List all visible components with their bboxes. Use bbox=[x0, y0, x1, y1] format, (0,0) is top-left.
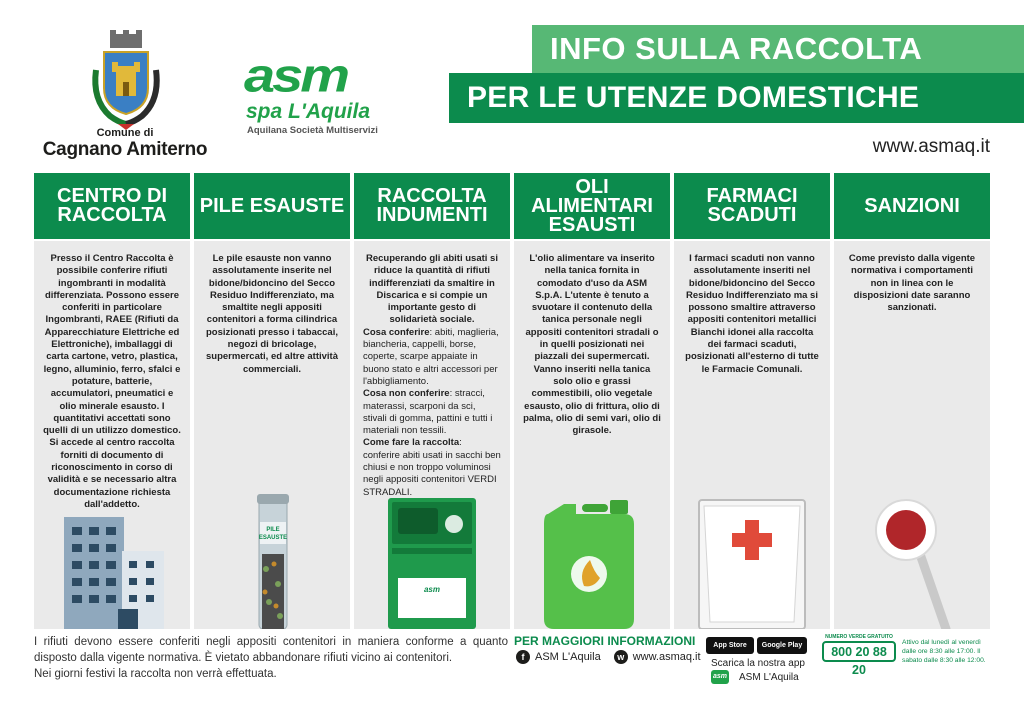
asm-logo-subtitle: spa L'Aquila bbox=[246, 100, 371, 123]
office-hours: Attivo dal lunedì al venerdì dalle ore 8:30 alle 17:00. Il sabato dalle 8:30 alle 12:00. bbox=[902, 639, 986, 664]
page-title-line2: PER LE UTENZE DOMESTICHE bbox=[449, 73, 1024, 123]
web-icon[interactable]: w bbox=[614, 650, 628, 664]
column-centro-raccolta bbox=[34, 173, 190, 629]
column-text: L'olio alimentare va inserito nella tanica fornita in comodato d'uso da ASM S.p.A. L'utente è tenuto a svuotare il contenuto della tanica personale negli appositi contenitori stradali o in quelli posizionati nei piazzali dei supermercati. Vanno inseriti nella tanica solo olio e grassi commestibili, olio vegetale esausto, olio di frittura, olio di palma, olio di semi vari, olio di girasole. bbox=[523, 253, 661, 437]
column-title: RACCOLTA INDUMENTI bbox=[354, 173, 510, 239]
non-text: : stracci, materassi, scarponi da sci, stivali di gomma, pattini e tutti i materiali non tessili. bbox=[363, 388, 493, 437]
cosa-conferire bbox=[363, 327, 501, 388]
green-number-label: NUMERO VERDE GRATUITO bbox=[825, 634, 893, 640]
column-text: Come previsto dalla vigente normativa i comportamenti non in linea con le disposizioni date saranno sanzionati. bbox=[848, 253, 976, 314]
app-download-text: Scarica la nostra app bbox=[711, 658, 805, 669]
footer-line2: disposto dalla vigente normativa. È vietato abbandonare rifiuti vicino ai contenitori. bbox=[34, 652, 453, 664]
clothes-bin-icon bbox=[354, 494, 510, 629]
comune-crest-logo bbox=[88, 30, 164, 130]
green-number-value: 800 20 88 20 bbox=[822, 641, 896, 662]
column-text: Le pile esauste non vanno assolutamente inserite nel bidone/bidoncino del Secco Residuo Indifferenziato, ma smaltite negli appositi contenitori a forma cilindrica posizionati presso i tabaccai, negozi di bricolage, supermercati, ed altre attività commerciali. bbox=[206, 253, 338, 375]
svg-text:ESAUSTE: ESAUSTE bbox=[258, 535, 288, 541]
footer-notice bbox=[34, 634, 508, 682]
oil-tank-icon bbox=[514, 494, 670, 629]
social-links bbox=[516, 650, 701, 664]
website-link[interactable] bbox=[873, 136, 990, 158]
come-text: : conferire abiti usati in sacchi ben chiusi e non troppo voluminosi negli appositi contenitori VERDI STRADALI. bbox=[363, 437, 501, 498]
comune-name: Cagnano Amiterno bbox=[42, 139, 208, 160]
column-body bbox=[674, 241, 830, 629]
facebook-icon[interactable]: f bbox=[516, 650, 530, 664]
column-title: PILE ESAUSTE bbox=[194, 173, 350, 239]
column-title: SANZIONI bbox=[834, 173, 990, 239]
app-name: ASM L'Aquila bbox=[739, 672, 799, 683]
cosa-label: Cosa conferire bbox=[363, 326, 430, 338]
more-info-title: PER MAGGIORI INFORMAZIONI bbox=[514, 634, 696, 648]
green-number[interactable] bbox=[822, 634, 896, 677]
column-body bbox=[354, 241, 510, 629]
column-body bbox=[194, 241, 350, 629]
stop-sign-icon bbox=[834, 494, 990, 629]
non-label: Cosa non conferire bbox=[363, 388, 450, 400]
app-store-badge[interactable]: App Store bbox=[706, 637, 754, 654]
asm-tagline: Aquilana Società Multiservizi bbox=[247, 125, 378, 136]
column-raccolta-indumenti bbox=[354, 173, 510, 629]
building-icon bbox=[34, 494, 190, 629]
column-sanzioni bbox=[834, 173, 990, 629]
bin-label: asm bbox=[423, 585, 441, 594]
come-fare bbox=[363, 437, 501, 498]
column-intro: Recuperando gli abiti usati si riduce la quantità di rifiuti indifferenziati da smaltire in Discarica e si compie un importante gesto di solidarietà sociale. bbox=[366, 253, 498, 326]
column-oli-alimentari bbox=[514, 173, 670, 629]
comune-label: Comune di bbox=[96, 127, 154, 139]
column-title: OLI ALIMENTARI ESAUSTI bbox=[514, 173, 670, 239]
medicine-box-icon bbox=[674, 494, 830, 629]
tube-label: PILE bbox=[266, 527, 280, 533]
cosa-non-conferire bbox=[363, 388, 501, 437]
column-farmaci-scaduti bbox=[674, 173, 830, 629]
footer-line1: I rifiuti devono essere conferiti negli appositi contenitori in maniera conforme a quanto bbox=[34, 636, 508, 648]
cosa-text: : abiti, maglieria, biancheria, cappelli, borse, coperte, scarpe appaiate in buono stato e altri accessori per l'abbigliamento. bbox=[363, 326, 499, 387]
column-body bbox=[834, 241, 990, 629]
web-link[interactable]: www.asmaq.it bbox=[632, 651, 701, 663]
column-title: FARMACI SCADUTI bbox=[674, 173, 830, 239]
column-body bbox=[514, 241, 670, 629]
website-text: www.asmaq.it bbox=[872, 136, 990, 157]
page-title-line1: INFO SULLA RACCOLTA bbox=[532, 25, 1024, 73]
column-pile-esauste bbox=[194, 173, 350, 629]
asm-logo: asm bbox=[244, 48, 348, 102]
asm-app-logo: asm bbox=[711, 670, 729, 684]
column-text: Presso il Centro Raccolta è possibile conferire rifiuti ingombranti in modalità differenziata. Possono essere conferiti in particolare Ingombranti, RAEE (Rifiuti da Apparecchiature Elettriche ed Elettroniche), imballaggi di carta cartone, vetro, plastica, legno, alluminio, ferro, sfalci e potature, batterie, accumulatori, pneumatici e olio minerale esausto. I quantitativi accettati sono quelli di un utilizzo domestico. Si accede al centro raccolta forniti di documento di riconoscimento in corso di validità e se necessario altra documentazione richiesta dall'addetto. bbox=[43, 253, 181, 510]
column-body bbox=[34, 241, 190, 629]
google-play-badge[interactable]: Google Play bbox=[757, 637, 807, 654]
come-label: Come fare la raccolta bbox=[363, 437, 460, 449]
footer-line3: Nei giorni festivi la raccolta non verrà effettuata. bbox=[34, 668, 277, 680]
battery-tube-icon bbox=[194, 494, 350, 629]
column-title: CENTRO DI RACCOLTA bbox=[34, 173, 190, 239]
column-text: I farmaci scaduti non vanno assolutamente inseriti nel bidone/bidoncino del Secco Residuo Indifferenziato ma si possono smaltire attraverso appositi contenitori metallici Bianchi idonei alla raccolta dei farmaci scaduti, posizionati all'esterno di tutte le Farmacie Comunali. bbox=[685, 253, 819, 375]
facebook-link[interactable]: ASM L'Aquila bbox=[535, 651, 601, 663]
